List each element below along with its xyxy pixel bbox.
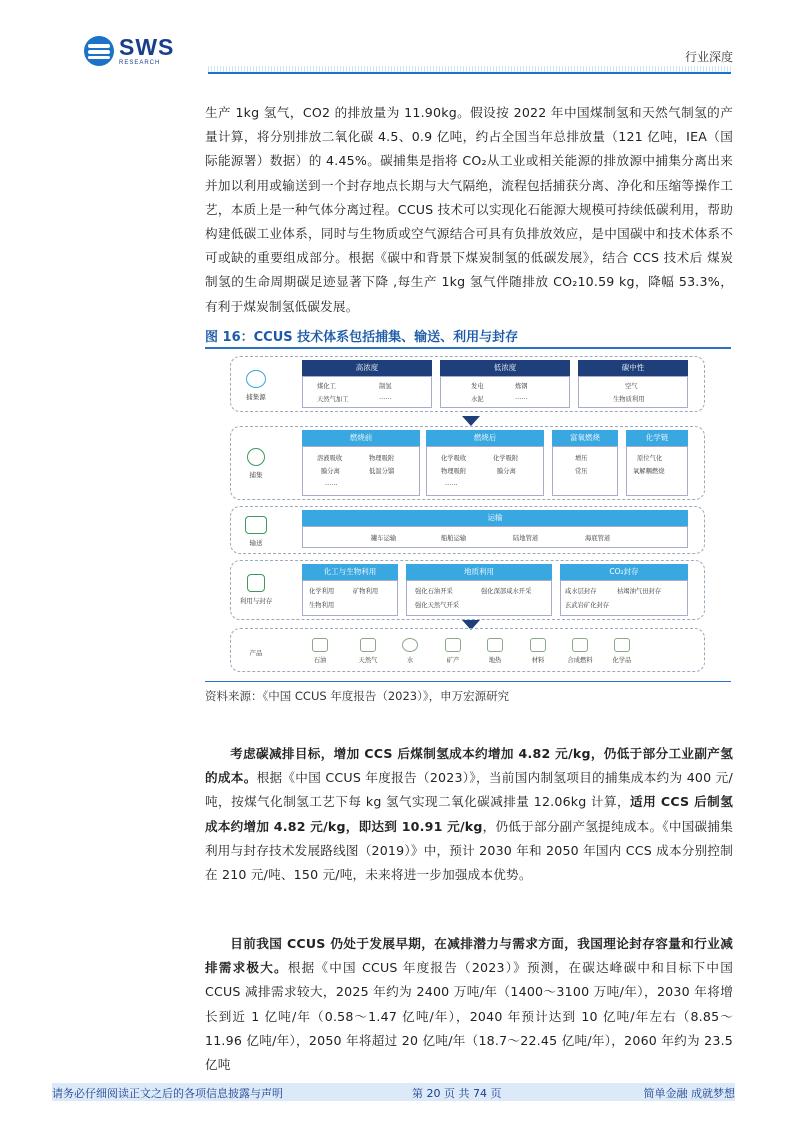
product-material: 材料 (520, 638, 556, 664)
figure-title-rule (205, 347, 731, 349)
source-high-cell: 煤化工 制氢 天然气加工 …… (302, 376, 432, 408)
geothermal-icon (487, 638, 503, 652)
transport-cell: 罐车运输 船舶运输 陆地管道 海底管道 (302, 526, 688, 548)
capture-post-cell: 化学吸收 化学吸附 物理吸附 膜分离 …… (426, 446, 544, 496)
source-neutral-header: 碳中性 (578, 360, 688, 376)
product-synfuel: 合成燃料 (562, 638, 598, 664)
factory-icon (247, 574, 265, 592)
footer-disclaimer: 请务必仔细阅读正文之后的各项信息披露与声明 (52, 1087, 283, 1100)
source-row-label: 捕集源 (232, 370, 280, 401)
chemical-icon (614, 638, 630, 652)
section-label: 行业深度 (684, 50, 733, 64)
paragraph-intro: 生产 1kg 氢气，CO2 的排放量为 11.90kg。假设按 2022 年中国煤制氢和天然气制氢的产量计算，将分别排放二氧化碳 4.5、0.9 亿吨，约占全国当年总排放量（121 亿吨，IEA（国际能源署）数据）的 4.45%。碳捕集是指将 CO₂从工业或相关能源的排放源中捕集分离出来并加以利用或输送到一个封存地点长期与大气隔绝，流程包括捕获分离、净化和压缩等操作工艺，本质上是一种气体分离过程。CCUS 技术可以实现化石能源大规模可持续低碳利用，帮助构建低碳工业体系，同时与生物质或空气源结合可具有负排放效应，是中国碳中和技术体系不可或缺的重要组成部分。根据《碳中和背景下煤炭制氢的低碳发展》，结合 CCS 技术后 煤炭制氢的生命周期碳足迹显著下降 ,每生产 1kg 氢气伴随排放 CO₂10.59 kg，降幅 53.3%，有利于煤炭制氢低碳发展。 (205, 105, 733, 314)
use-storage-header: CO₂封存 (560, 564, 688, 580)
source-neutral-cell: 空气 生物质利用 (578, 376, 688, 408)
product-oil: 石油 (302, 638, 338, 664)
product-mineral: 矿产 (435, 638, 471, 664)
product-gas: 天然气 (350, 638, 386, 664)
oil-icon (312, 638, 328, 652)
page-footer (52, 1083, 735, 1101)
figure-source: 资料来源：《中国 CCUS 年度报告（2023）》，申万宏源研究 (205, 689, 510, 703)
source-low-header: 低浓度 (440, 360, 570, 376)
footer-page-number: 第 20 页 共 74 页 (412, 1087, 502, 1100)
product-water: 水 (392, 638, 428, 664)
truck-icon (245, 516, 267, 534)
material-icon (530, 638, 546, 652)
capture-chemloop-cell: 原位气化 氧解耦燃烧 (626, 446, 688, 496)
logo-text: SWS (119, 34, 175, 60)
use-geo-cell: 强化石油开采 强化深部咸水开采 强化天然气开采 (406, 580, 552, 616)
use-chem-cell: 化学利用 矿物利用 生物利用 (302, 580, 398, 616)
product-geothermal: 地热 (477, 638, 513, 664)
use-row-label: 利用与封存 (232, 574, 280, 605)
logo-subtext: RESEARCH (119, 60, 161, 66)
capture-icon (247, 448, 265, 466)
product-chemical: 化学品 (604, 638, 640, 664)
paragraph-demand: 目前我国 CCUS 仍处于发展早期，在减排潜力与需求方面，我国理论封存容量和行业减排需求极大。根据《中国 CCUS 年度报告（2023）》预测，在碳达峰碳中和目标下中国 CCUS 减排需求较大，2025 年约为 2400 万吨/年（1400～3100 万吨/年），2030 年将增长到近 1 亿吨/年（0.58～1.47 亿吨/年），2040 年预计达到 10 亿吨/年左右（8.85～11.96 亿吨/年），2050 年将超过 20 亿吨/年（18.7～22.45 亿吨/年），2060 年约为 23.5 亿吨 (205, 936, 733, 1073)
capture-chemloop-header: 化学链 (626, 430, 688, 446)
use-chem-header: 化工与生物利用 (302, 564, 398, 580)
transport-header: 运输 (302, 510, 688, 526)
co2-icon (246, 370, 266, 388)
figure-bottom-rule (205, 681, 731, 682)
source-low-cell: 发电 炼钢 水泥 …… (440, 376, 570, 408)
paragraph-cost: 考虑碳减排目标，增加 CCS 后煤制氢成本约增加 4.82 元/kg，仍低于部分工业副产氢的成本。根据《中国 CCUS 年度报告（2023）》，当前国内制氢项目的捕集成本约为 400 元/吨，按煤气化制氢工艺下每 kg 氢气实现二氧化碳减排量 12.06kg 计算，适用 CCS 后制氢成本约增加 4.82 元/kg，即达到 10.91 元/kg，仍低于部分副产氢提纯成本。《中国碳捕集利用与封存技术发展路线图（2019）》中，预计 2030 年和 2050 年国内 CCS 成本分别控制在 210 元/吨、150 元/吨，未来将进一步加强成本优势。 (205, 746, 733, 883)
capture-post-header: 燃烧后 (426, 430, 544, 446)
use-geo-header: 地质利用 (406, 564, 552, 580)
synfuel-icon (572, 638, 588, 652)
transport-row-label: 输送 (232, 516, 280, 547)
capture-pre-cell: 溶液吸收 物理吸附 膜分离 低温分馏 …… (302, 446, 420, 496)
capture-oxy-cell: 增压 常压 (552, 446, 618, 496)
water-icon (402, 638, 418, 652)
arrow-down-1 (462, 416, 480, 426)
mineral-icon (445, 638, 461, 652)
product-row-label: 产品 (249, 649, 263, 657)
ccus-diagram (230, 356, 705, 674)
sws-logo (84, 36, 174, 66)
gas-icon (360, 638, 376, 652)
capture-row-label: 捕集 (232, 448, 280, 479)
figure-title: 图 16：CCUS 技术体系包括捕集、输送、利用与封存 (205, 330, 519, 345)
use-storage-cell: 咸水层封存 枯竭油气田封存 玄武岩矿化封存 (560, 580, 688, 616)
sws-logo-icon (84, 36, 114, 66)
header-divider (208, 66, 731, 74)
footer-slogan: 简单金融 成就梦想 (643, 1087, 735, 1100)
capture-oxy-header: 富氧燃烧 (552, 430, 618, 446)
capture-pre-header: 燃烧前 (302, 430, 420, 446)
source-high-header: 高浓度 (302, 360, 432, 376)
